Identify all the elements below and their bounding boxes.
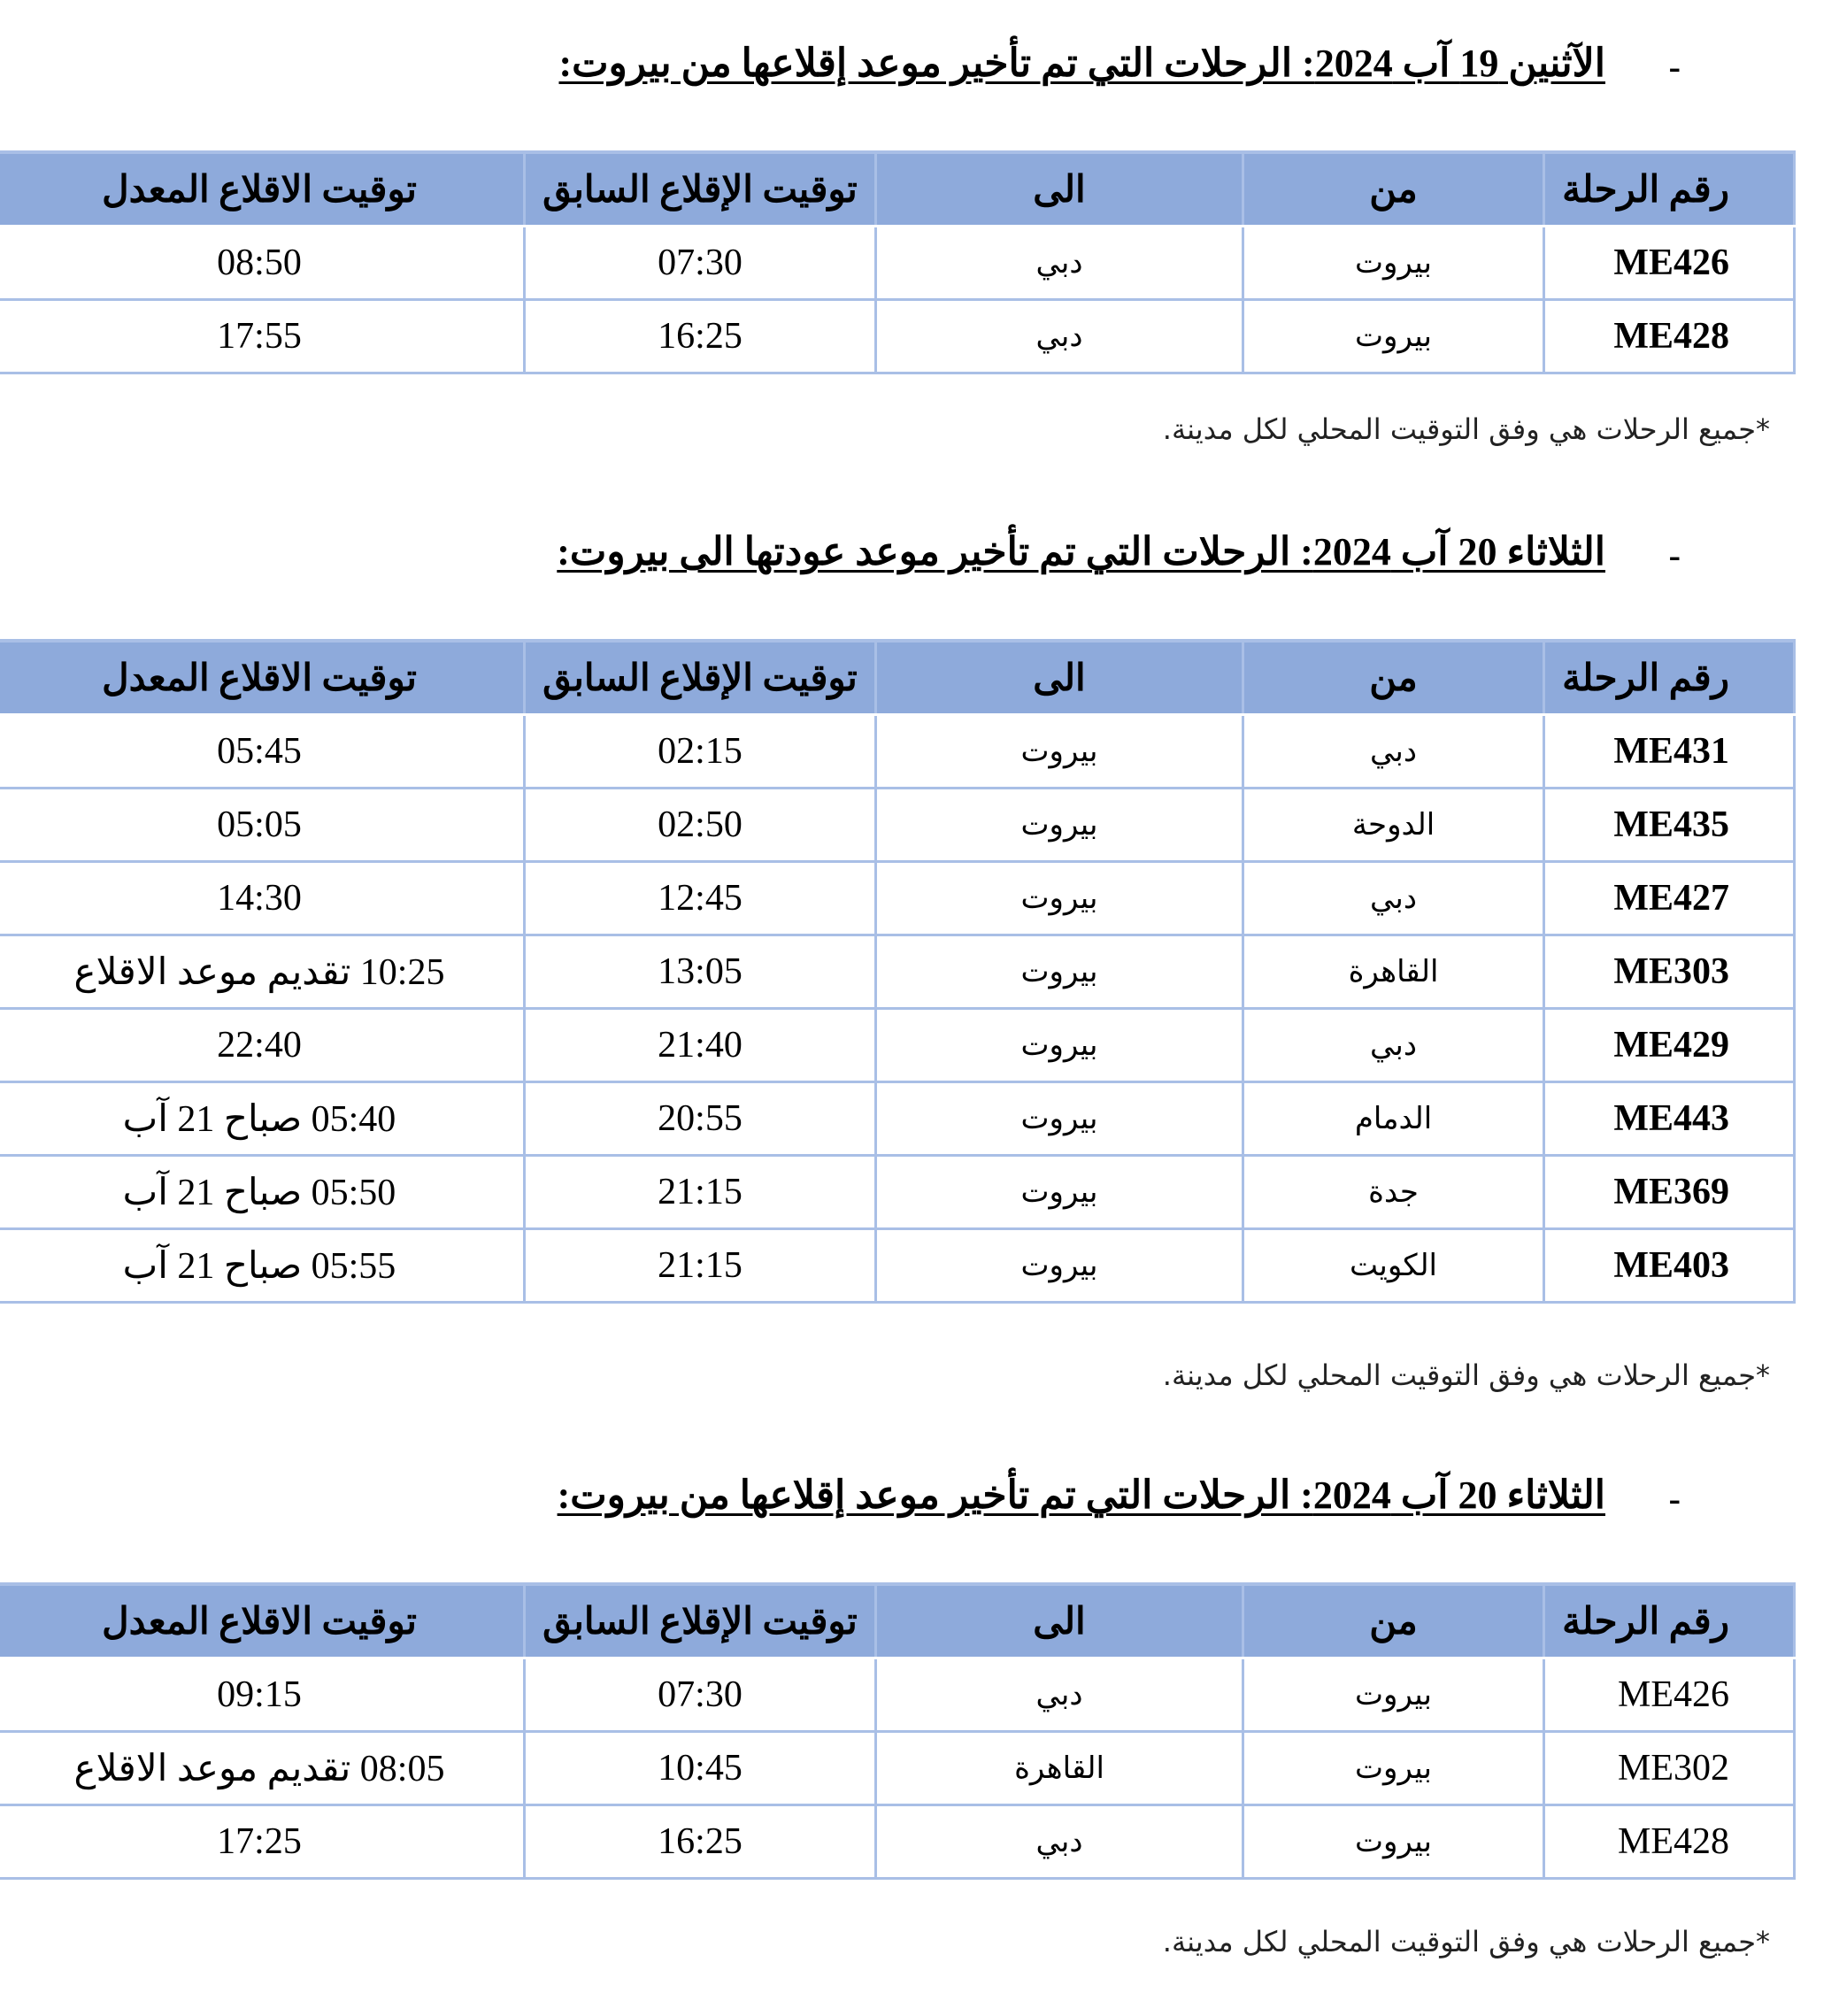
- flight-number: ME431: [1544, 715, 1795, 789]
- new-departure-time: 09:15: [0, 1658, 525, 1732]
- section-3-title-text: الثلاثاء 20 آب 2024: الرحلات التي تم تأخير موعد إقلاعها من بيروت:: [557, 1474, 1605, 1517]
- table-header-row: [0, 641, 1795, 715]
- destination-city: القاهرة: [876, 1732, 1243, 1805]
- header-new-departure: توقيت الاقلاع المعدل: [0, 641, 525, 715]
- origin-city: دبي: [1243, 1009, 1544, 1082]
- new-departure-time: 17:55: [0, 300, 525, 373]
- new-departure-time: 05:45: [0, 715, 525, 789]
- previous-departure-time: 13:05: [525, 935, 876, 1009]
- previous-departure-time: 20:55: [525, 1082, 876, 1156]
- section-1-title: [558, 41, 1605, 87]
- previous-departure-time: 07:30: [525, 1658, 876, 1732]
- header-to: الى: [876, 641, 1243, 715]
- section-2-footnote: *جميع الرحلات هي وفق التوقيت المحلي لكل مدينة.: [1162, 1358, 1770, 1392]
- flight-number: ME426: [1544, 227, 1795, 300]
- new-departure-time: 05:55 صباح 21 آب: [0, 1229, 525, 1303]
- flight-number: ME302: [1544, 1732, 1795, 1805]
- section-2-bullet: -: [1668, 535, 1681, 575]
- section-2-title-text: الثلاثاء 20 آب 2024: الرحلات التي تم تأخير موعد عودتها الى بيروت:: [557, 530, 1605, 573]
- section-3-bullet: -: [1668, 1479, 1681, 1519]
- flight-number: ME435: [1544, 789, 1795, 862]
- destination-city: دبي: [876, 1658, 1243, 1732]
- header-flight-number: رقم الرحلة: [1544, 1584, 1795, 1658]
- flight-number: ME303: [1544, 935, 1795, 1009]
- header-previous-departure: توقيت الإقلاع السابق: [525, 1584, 876, 1658]
- previous-departure-time: 21:15: [525, 1229, 876, 1303]
- table-row: [0, 789, 1795, 862]
- section-3-footnote: *جميع الرحلات هي وفق التوقيت المحلي لكل مدينة.: [1162, 1925, 1770, 1958]
- header-previous-departure: توقيت الإقلاع السابق: [525, 641, 876, 715]
- destination-city: دبي: [876, 1805, 1243, 1879]
- header-flight-number: رقم الرحلة: [1544, 641, 1795, 715]
- previous-departure-time: 07:30: [525, 227, 876, 300]
- table-header-row: [0, 152, 1795, 227]
- table-row: [0, 1009, 1795, 1082]
- new-departure-time: 05:05: [0, 789, 525, 862]
- previous-departure-time: 21:40: [525, 1009, 876, 1082]
- table-row: [0, 227, 1795, 300]
- origin-city: جدة: [1243, 1156, 1544, 1229]
- table-row: [0, 1732, 1795, 1805]
- section-1-bullet: -: [1668, 47, 1681, 87]
- destination-city: بيروت: [876, 1009, 1243, 1082]
- section-1-title-text: الآثنين 19 آب 2024: الرحلات التي تم تأخير موعد إقلاعها من بيروت:: [558, 42, 1605, 85]
- destination-city: بيروت: [876, 789, 1243, 862]
- previous-departure-time: 21:15: [525, 1156, 876, 1229]
- new-departure-time: 10:25 تقديم موعد الاقلاع: [0, 935, 525, 1009]
- origin-city: بيروت: [1243, 1658, 1544, 1732]
- new-departure-time: 08:50: [0, 227, 525, 300]
- destination-city: بيروت: [876, 862, 1243, 935]
- origin-city: دبي: [1243, 715, 1544, 789]
- origin-city: الدمام: [1243, 1082, 1544, 1156]
- flight-number: ME428: [1544, 1805, 1795, 1879]
- section-1-footnote: *جميع الرحلات هي وفق التوقيت المحلي لكل مدينة.: [1162, 412, 1770, 446]
- new-departure-time: 08:05 تقديم موعد الاقلاع: [0, 1732, 525, 1805]
- header-to: الى: [876, 1584, 1243, 1658]
- new-departure-time: 14:30: [0, 862, 525, 935]
- previous-departure-time: 10:45: [525, 1732, 876, 1805]
- destination-city: بيروت: [876, 1229, 1243, 1303]
- previous-departure-time: 02:50: [525, 789, 876, 862]
- header-from: من: [1243, 152, 1544, 227]
- flight-number: ME403: [1544, 1229, 1795, 1303]
- table-row: [0, 1805, 1795, 1879]
- header-new-departure: توقيت الاقلاع المعدل: [0, 1584, 525, 1658]
- table-row: [0, 715, 1795, 789]
- section-1-table: [0, 150, 1796, 374]
- table-row: [0, 862, 1795, 935]
- table-row: [0, 1658, 1795, 1732]
- origin-city: دبي: [1243, 862, 1544, 935]
- new-departure-time: 17:25: [0, 1805, 525, 1879]
- destination-city: بيروت: [876, 715, 1243, 789]
- table-row: [0, 1156, 1795, 1229]
- origin-city: الكويت: [1243, 1229, 1544, 1303]
- flight-number: ME426: [1544, 1658, 1795, 1732]
- previous-departure-time: 12:45: [525, 862, 876, 935]
- origin-city: بيروت: [1243, 227, 1544, 300]
- origin-city: الدوحة: [1243, 789, 1544, 862]
- origin-city: القاهرة: [1243, 935, 1544, 1009]
- flight-number: ME443: [1544, 1082, 1795, 1156]
- flight-number: ME369: [1544, 1156, 1795, 1229]
- previous-departure-time: 02:15: [525, 715, 876, 789]
- header-flight-number: رقم الرحلة: [1544, 152, 1795, 227]
- origin-city: بيروت: [1243, 300, 1544, 373]
- table-row: [0, 300, 1795, 373]
- flight-number: ME428: [1544, 300, 1795, 373]
- new-departure-time: 05:50 صباح 21 آب: [0, 1156, 525, 1229]
- table-row: [0, 1229, 1795, 1303]
- destination-city: دبي: [876, 227, 1243, 300]
- previous-departure-time: 16:25: [525, 1805, 876, 1879]
- destination-city: دبي: [876, 300, 1243, 373]
- section-3-title: [558, 1473, 1605, 1519]
- header-previous-departure: توقيت الإقلاع السابق: [525, 152, 876, 227]
- table-row: [0, 935, 1795, 1009]
- destination-city: بيروت: [876, 935, 1243, 1009]
- destination-city: بيروت: [876, 1156, 1243, 1229]
- new-departure-time: 05:40 صباح 21 آب: [0, 1082, 525, 1156]
- origin-city: بيروت: [1243, 1805, 1544, 1879]
- table-header-row: [0, 1584, 1795, 1658]
- section-2-table: [0, 639, 1796, 1304]
- previous-departure-time: 16:25: [525, 300, 876, 373]
- header-to: الى: [876, 152, 1243, 227]
- section-2-title: [557, 529, 1605, 575]
- header-from: من: [1243, 641, 1544, 715]
- destination-city: بيروت: [876, 1082, 1243, 1156]
- header-new-departure: توقيت الاقلاع المعدل: [0, 152, 525, 227]
- flight-number: ME429: [1544, 1009, 1795, 1082]
- section-3-table: [0, 1582, 1796, 1880]
- table-row: [0, 1082, 1795, 1156]
- new-departure-time: 22:40: [0, 1009, 525, 1082]
- header-from: من: [1243, 1584, 1544, 1658]
- flight-number: ME427: [1544, 862, 1795, 935]
- origin-city: بيروت: [1243, 1732, 1544, 1805]
